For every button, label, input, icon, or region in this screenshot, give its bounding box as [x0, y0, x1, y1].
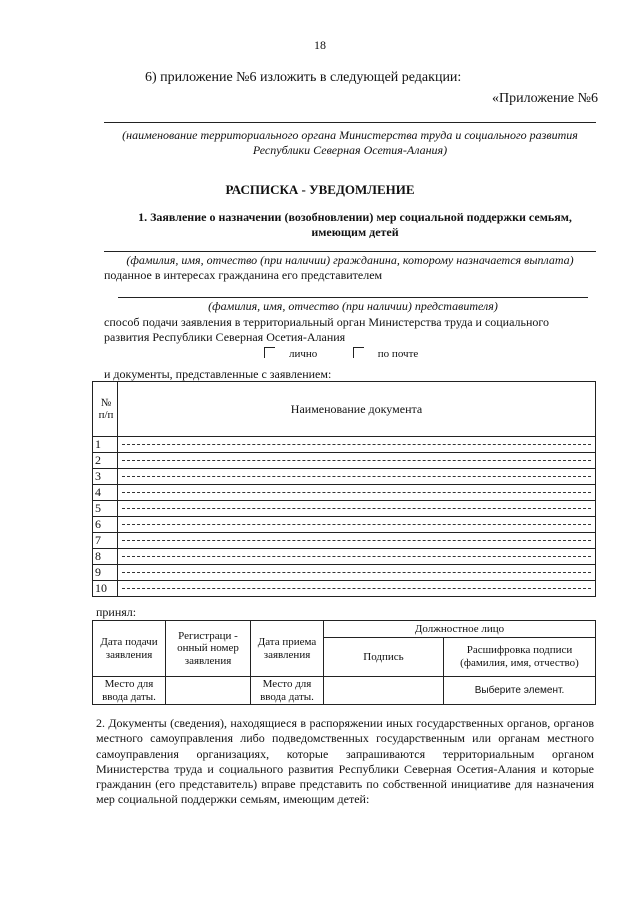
representative-caption: (фамилия, имя, отчество (при наличии) представителя)	[208, 299, 498, 313]
document-title: РАСПИСКА - УВЕДОМЛЕНИЕ	[225, 182, 415, 197]
table-row	[93, 453, 596, 469]
col-name-header: Наименование документа	[118, 382, 596, 437]
table-row	[93, 501, 596, 517]
by-mail-label: по почте	[377, 348, 419, 360]
document-name-cell[interactable]	[118, 549, 596, 565]
signature-decode-header: Расшифровка подписи (фамилия, имя, отчество)	[444, 638, 596, 677]
row-number: 2	[93, 453, 118, 469]
row-number: 9	[93, 565, 118, 581]
table-row	[93, 565, 596, 581]
document-name-cell[interactable]	[118, 437, 596, 453]
row-number: 7	[93, 533, 118, 549]
date-submitted-header: Дата подачи заявления	[93, 621, 166, 677]
documents-table	[92, 381, 596, 597]
registration-number-header: Регистраци - онный номер заявления	[166, 621, 251, 677]
method-line: способ подачи заявления в территориальный орган Министерства труда и социального развития Республики Северная Осетия-Алания	[104, 315, 550, 344]
date-submitted-field[interactable]: Место для ввода даты.	[93, 677, 166, 705]
signature-header: Подпись	[324, 638, 444, 677]
row-number: 3	[93, 469, 118, 485]
table-row	[93, 517, 596, 533]
document-name-cell[interactable]	[118, 469, 596, 485]
document-name-cell[interactable]	[118, 517, 596, 533]
in-person-label: лично	[289, 348, 318, 360]
row-number: 8	[93, 549, 118, 565]
appendix-label: «Приложение №6	[492, 91, 598, 106]
citizen-caption: (фамилия, имя, отчество (при наличии) гражданина, которому назначается выплата)	[126, 253, 574, 267]
org-name-line	[104, 122, 596, 123]
table-row	[93, 437, 596, 453]
accepted-label: принял:	[96, 605, 137, 619]
by-mail-checkbox[interactable]	[353, 347, 364, 358]
docs-intro: и документы, представленные с заявлением:	[104, 367, 332, 381]
row-number: 6	[93, 517, 118, 533]
receipt-table	[92, 620, 596, 705]
citizen-name-line	[104, 251, 596, 252]
org-caption: (наименование территориального органа Министерства труда и социального развития Республики Северная Осетия-Алания)	[122, 128, 578, 157]
table-row	[93, 549, 596, 565]
document-name-cell[interactable]	[118, 485, 596, 501]
date-accepted-header: Дата приема заявления	[251, 621, 324, 677]
submitted-line: поданное в интересах гражданина его представителем	[104, 268, 383, 282]
section1-heading: 1. Заявление о назначении (возобновлении) мер социальной поддержки семьям, имеющим детей	[138, 210, 572, 239]
document-name-cell[interactable]	[118, 453, 596, 469]
table-row	[93, 469, 596, 485]
row-number: 1	[93, 437, 118, 453]
method-options	[264, 347, 418, 360]
page-number: 18	[314, 38, 326, 52]
representative-name-line	[118, 297, 588, 298]
official-select[interactable]: Выберите элемент.	[444, 677, 596, 705]
date-accepted-field[interactable]: Место для ввода даты.	[251, 677, 324, 705]
intro-line: 6) приложение №6 изложить в следующей редакции:	[145, 70, 462, 85]
row-number: 5	[93, 501, 118, 517]
table-row	[93, 533, 596, 549]
document-name-cell[interactable]	[118, 501, 596, 517]
section2-paragraph: 2. Документы (сведения), находящиеся в распоряжении иных государственных органов, органов местного самоуправления либо подведомственных государственным или органам местного самоуправления организациях, которые запрашиваются территориальным органом Министерства труда и социального развития Республики Северная Осетия-Алания и которые гражданин (его представитель) вправе представить по собственной инициативе для назначения мер социальной поддержки семьям, имеющим детей:	[96, 716, 594, 807]
table-row	[93, 581, 596, 597]
official-header: Должностное лицо	[324, 621, 596, 638]
signature-field[interactable]	[324, 677, 444, 705]
document-name-cell[interactable]	[118, 581, 596, 597]
registration-number-field[interactable]	[166, 677, 251, 705]
row-number: 10	[93, 581, 118, 597]
table-row	[93, 485, 596, 501]
col-num-header: № п/п	[93, 382, 118, 437]
row-number: 4	[93, 485, 118, 501]
in-person-checkbox[interactable]	[264, 347, 275, 358]
document-name-cell[interactable]	[118, 533, 596, 549]
document-name-cell[interactable]	[118, 565, 596, 581]
